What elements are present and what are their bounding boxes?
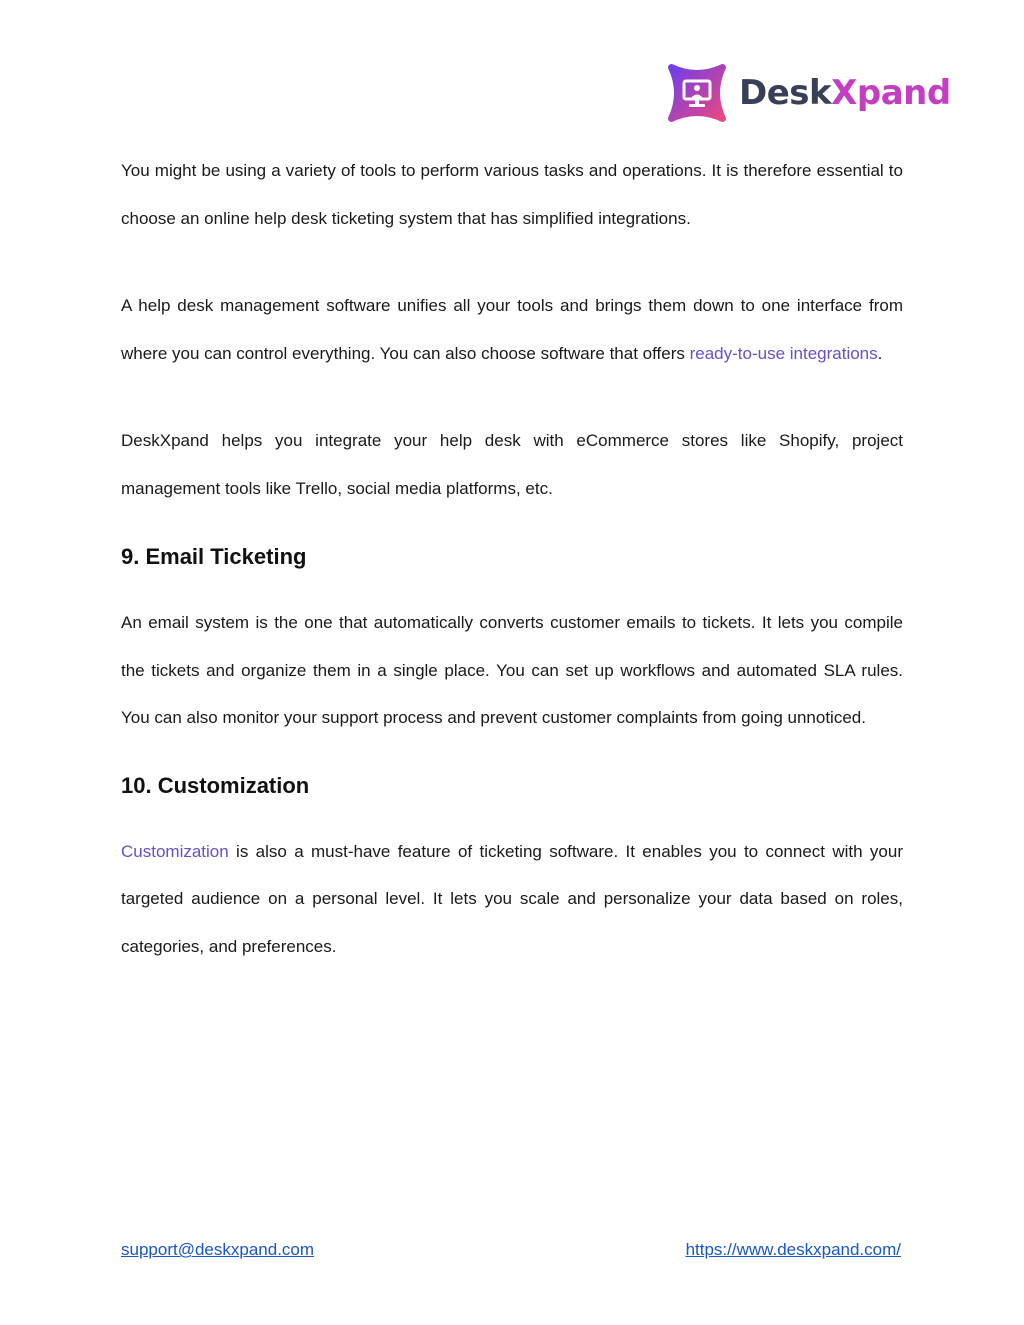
ready-to-use-integrations-link[interactable]: ready-to-use integrations bbox=[689, 343, 878, 363]
paragraph-email-ticketing: An email system is the one that automatically converts customer emails to tickets. It lets you compile the tickets and organize them in a single place. You can set up workflows and automated SLA rules. You can also monitor your support process and prevent customer complaints from going unnoticed. bbox=[121, 613, 903, 727]
paragraph-text: A help desk management software unifies all your tools and brings them down to one interface from where you can control everything. You can also choose software that offers bbox=[121, 296, 903, 363]
paragraph-period: . bbox=[877, 343, 883, 363]
document-body bbox=[121, 147, 903, 970]
brand-name-desk: Desk bbox=[739, 73, 832, 113]
paragraph-integrations-intro: You might be using a variety of tools to perform various tasks and operations. It is therefore essential to choose an online help desk ticketing system that has simplified integrations. bbox=[121, 161, 903, 228]
support-email-link[interactable]: support@deskxpand.com bbox=[121, 1240, 315, 1259]
customization-link[interactable]: Customization bbox=[121, 841, 229, 861]
brand-logo bbox=[664, 60, 951, 126]
brand-name-xpand: Xpand bbox=[831, 73, 951, 113]
paragraph-customization bbox=[121, 828, 903, 971]
website-link[interactable]: https://www.deskxpand.com/ bbox=[685, 1240, 901, 1259]
paragraph-deskxpand-integrations: DeskXpand helps you integrate your help desk with eCommerce stores like Shopify, project management tools like Trello, social media platforms, etc. bbox=[121, 431, 903, 498]
paragraph-integrations-unify bbox=[121, 282, 903, 377]
heading-customization: 10. Customization bbox=[121, 772, 310, 798]
page-footer bbox=[121, 1240, 901, 1260]
brand-name bbox=[739, 73, 951, 113]
paragraph-text: is also a must-have feature of ticketing software. It enables you to connect with your targeted audience on a personal level. It lets you scale and personalize your data based on roles, categories, and preferences. bbox=[121, 841, 903, 956]
heading-email-ticketing: 9. Email Ticketing bbox=[121, 544, 307, 569]
deskxpand-logo-icon bbox=[664, 60, 730, 126]
